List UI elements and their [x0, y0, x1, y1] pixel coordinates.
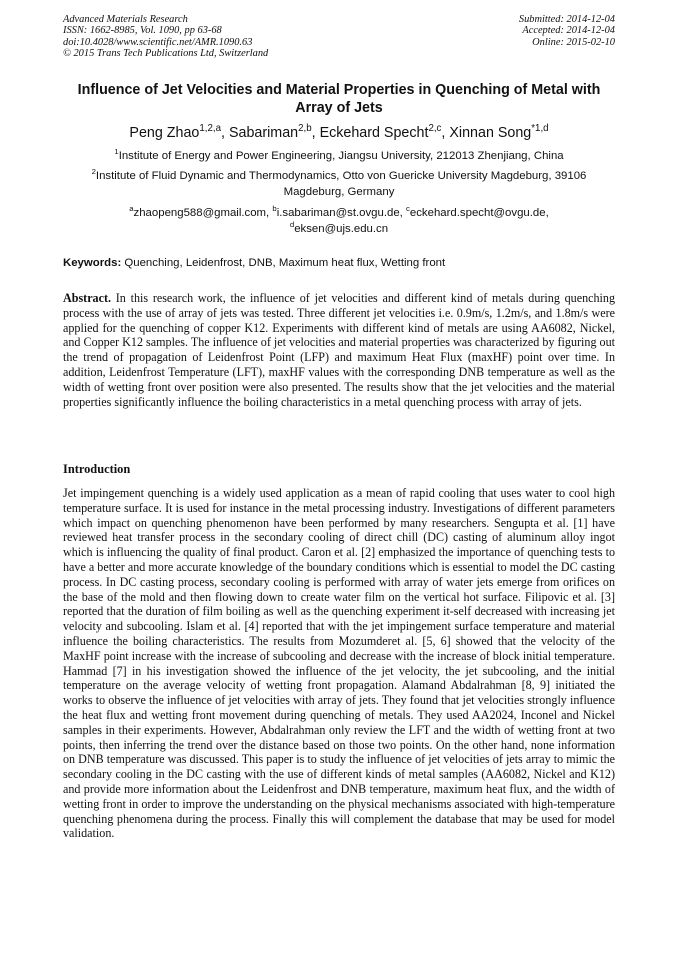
- paper-title: Influence of Jet Velocities and Material Properties in Quenching of Metal with Array of Jets: [77, 82, 601, 116]
- abstract-label: Abstract.: [63, 291, 112, 305]
- email-mark: b: [272, 204, 277, 214]
- author-separator: ,: [441, 125, 450, 141]
- author-name: Sabariman: [228, 125, 299, 141]
- author-list: [60, 124, 618, 142]
- email-mark: a: [129, 204, 134, 214]
- email-address: i.sabariman@st.ovgu.de,: [276, 207, 407, 219]
- author-name: Xinnan Song: [449, 125, 532, 141]
- affiliation-mark: 2: [91, 167, 96, 177]
- author-separator: ,: [221, 125, 229, 141]
- author-name: Peng Zhao: [129, 125, 200, 141]
- abstract: [63, 291, 615, 409]
- email-address: zhaopeng588@gmail.com,: [133, 207, 273, 219]
- abstract-text: In this research work, the influence of jet velocities and different kind of metals during quenching process with the use of array of jets was tested. Three different jet velocities i.e. 0.9m/s, 1.2m/s, and 1.8m/s were applied for the quenching of copper K12. Experiments with different kind of metals are using AA6082, Nickel, and Copper K12 samples. The influence of jet velocities and material properties was characterized by figuring out the trend of propagation of Leidenfrost Point (LFP) and maximum Heat Flux (maxHF) point over time. In addition, Leidenfrost Temperature (LFT), maxHF values with the corresponding DNB temperature as well as the width of wetting front over position were also presented. The results show that the jet velocities and the material properties significantly influence the boiling characteristics in a metal quenching process with array of jets.: [63, 291, 615, 409]
- keywords: [63, 256, 615, 271]
- author-name: Eckehard Specht: [319, 125, 429, 141]
- author-emails: [60, 206, 618, 237]
- introduction-heading: Introduction: [63, 462, 131, 476]
- submission-dates: [395, 14, 615, 48]
- introduction-paragraph: Jet impingement quenching is a widely used application as a mean of rapid cooling that uses water to cool high temperature surface. It is used for instance in the metal processing industry. Investigations of different parameters which impact on quenching phenomenon have been performed by many researchers. Sengupta et al. [1] have reviewed heat transfer process in the secondary cooling of direct chill (DC) casting of aluminum alloy ingot which is influencing the quality of final product. Caron et al. [2] emphasized the importance of quenching tests to have a better and more accurate knowledge of the boundary conditions which is essential to model the DC casting process. In DC casting process, secondary cooling is performed with array of water jets emerge from orifices on the base of the mold and then flowing down to create water film on the vertical hot surface. Filipovic et al. [3] reported that the duration of film boiling as well as the quenching experiment it-self decreased with increasing jet velocity and subcooling. Islam et al. [4] reported that with the jet impingement surface temperature and material influence the boiling characteristics. The results from Mozumderet al. [5, 6] showed that the velocity of the MaxHF point increase with the increase of subcooling and decrease with the increase of block initial temperature. Hammad [7] in his investigation showed the influence of the jet velocity, the jet subcooling, and the initial temperature on the average velocity of wetting front propagation. Alamand Abdalrahman [8, 9] initiated the works to observe the influence of jet velocities with array of jets. They found that jet velocities strongly influence the heat flux and wetting front movement during quenching of metals. They used AA2024, Inconel and Nickel samples in their experiments. However, Abdalrahman only review the LFT and the width of wetting front at two points, then inferring the trend over the distance based on those two points. On the other hand, none information on DNB temperature was discussed. This paper is to study the influence of jet velocities of jets array to mimic the secondary cooling in the DC casting with the use of different kinds of metal samples (AA6082, Nickel and K12) and provide more information about the Leidenfrost and DNB temperature, maximum heat flux, and the width of wetting front in order to improve the understanding on the physical mechanisms associated with high-temperature quenching phenomena during the process. Finally this will complement the database that may be used for model validation.: [63, 486, 615, 841]
- accepted-date: Accepted: 2014-12-04: [522, 25, 615, 37]
- affiliation-2: [60, 169, 618, 200]
- email-address: eksen@ujs.edu.cn: [294, 222, 389, 235]
- journal-info: [63, 14, 363, 60]
- author-separator: ,: [311, 125, 320, 141]
- author-affiliation-mark: 2,c: [428, 123, 442, 135]
- journal-issn: ISSN: 1662-8985, Vol. 1090, pp 63-68: [63, 25, 222, 37]
- online-date: Online: 2015-02-10: [532, 36, 615, 48]
- affiliation-text: Institute of Fluid Dynamic and Thermodynamics, Otto von Guericke University Magdeburg, 39106 Magdeburg, Germany: [95, 170, 587, 198]
- submitted-date: Submitted: 2014-12-04: [518, 14, 615, 25]
- journal-name: Advanced Materials Research: [63, 14, 188, 25]
- email-mark: c: [406, 204, 410, 214]
- affiliation-mark: 1: [114, 147, 119, 157]
- email-mark: d: [289, 219, 295, 229]
- email-address: eckehard.specht@ovgu.de,: [409, 207, 549, 219]
- keywords-text: Quenching, Leidenfrost, DNB, Maximum heat flux, Wetting front: [121, 257, 446, 269]
- author-affiliation-mark: *1,d: [531, 123, 549, 135]
- affiliation-text: Institute of Energy and Power Engineering, Jiangsu University, 212013 Zhenjiang, China: [118, 150, 564, 162]
- author-affiliation-mark: 2,b: [298, 123, 312, 135]
- journal-copyright: © 2015 Trans Tech Publications Ltd, Switzerland: [63, 48, 269, 60]
- affiliation-1: [60, 149, 618, 165]
- keywords-label: Keywords:: [63, 257, 122, 269]
- author-affiliation-mark: 1,2,a: [199, 123, 221, 135]
- journal-doi: doi:10.4028/www.scientific.net/AMR.1090.63: [63, 36, 253, 48]
